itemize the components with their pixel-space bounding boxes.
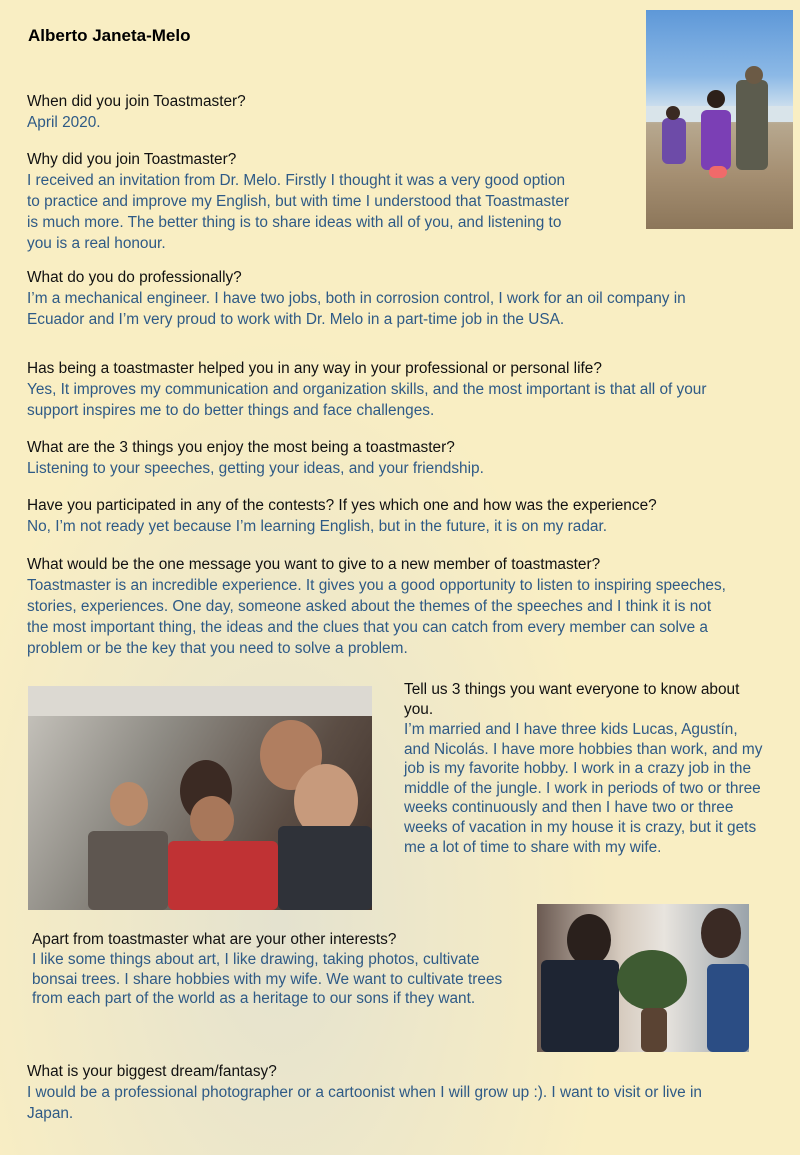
qa-profession: [27, 268, 737, 330]
answer: I would be a professional photographer or a cartoonist when I will grow up :). I want to visit or live in Japan.: [27, 1084, 702, 1122]
answer: Toastmaster is an incredible experience. It gives you a good opportunity to listen to inspiring speeches, stories, experiences. One day, someone asked about the themes of the speeches and I think it is not the most important thing, the ideas and the clues that you can catch from every member can solve a problem or be the key that you need to solve a problem.: [27, 577, 726, 657]
qa-interests: [32, 930, 512, 1009]
qa-message: [27, 555, 732, 659]
question: What do you do professionally?: [27, 269, 242, 286]
answer: I’m married and I have three kids Lucas, Agustín, and Nicolás. I have more hobbies than work, and my job is my favorite hobby. I work in a crazy job in the middle of the jungle. I work in periods of two or three weeks continuously and then I have two or three weeks of vacation in my house it is crazy, but it gets me a lot of time to share with my wife.: [404, 721, 763, 856]
answer: April 2020.: [27, 114, 101, 131]
question: What is your biggest dream/fantasy?: [27, 1063, 277, 1080]
answer: Listening to your speeches, getting your ideas, and your friendship.: [27, 460, 484, 477]
answer: I’m a mechanical engineer. I have two jobs, both in corrosion control, I work for an oil company in Ecuador and I’m very proud to work with Dr. Melo in a part-time job in the USA.: [27, 290, 686, 328]
answer: Yes, It improves my communication and organization skills, and the most important is that all of your support inspires me to do better things and face challenges.: [27, 381, 707, 419]
question: Have you participated in any of the contests? If yes which one and how was the experience?: [27, 497, 657, 514]
qa-enjoy: [27, 438, 747, 479]
qa-dream: [27, 1062, 717, 1124]
answer: I received an invitation from Dr. Melo. Firstly I thought it was a very good option to practice and improve my English, but with time I understood that Toastmaster is much more. The better thing is to share ideas with all of you, and listening to you is a real honour.: [27, 172, 570, 252]
question: When did you join Toastmaster?: [27, 93, 246, 110]
question: Apart from toastmaster what are your other interests?: [32, 931, 397, 948]
bonsai-photo: [537, 904, 749, 1052]
question: Why did you join Toastmaster?: [27, 151, 237, 168]
qa-why-join: [27, 150, 577, 254]
qa-helped: [27, 359, 727, 421]
question: What are the 3 things you enjoy the most being a toastmaster?: [27, 439, 455, 456]
family-subway-photo: [28, 686, 372, 910]
question: What would be the one message you want to give to a new member of toastmaster?: [27, 556, 601, 573]
qa-three-things: [404, 680, 764, 857]
qa-contests: [27, 496, 747, 537]
profile-name: Alberto Janeta-Melo: [28, 26, 191, 45]
answer: I like some things about art, I like drawing, taking photos, cultivate bonsai trees. I share hobbies with my wife. We want to cultivate trees from each part of the world as a heritage to our sons if they want.: [32, 951, 503, 1008]
question: Has being a toastmaster helped you in any way in your professional or personal life?: [27, 360, 602, 377]
question: Tell us 3 things you want everyone to know about you.: [404, 681, 740, 718]
qa-join-date: [27, 92, 747, 133]
answer: No, I’m not ready yet because I’m learning English, but in the future, it is on my radar.: [27, 518, 608, 535]
